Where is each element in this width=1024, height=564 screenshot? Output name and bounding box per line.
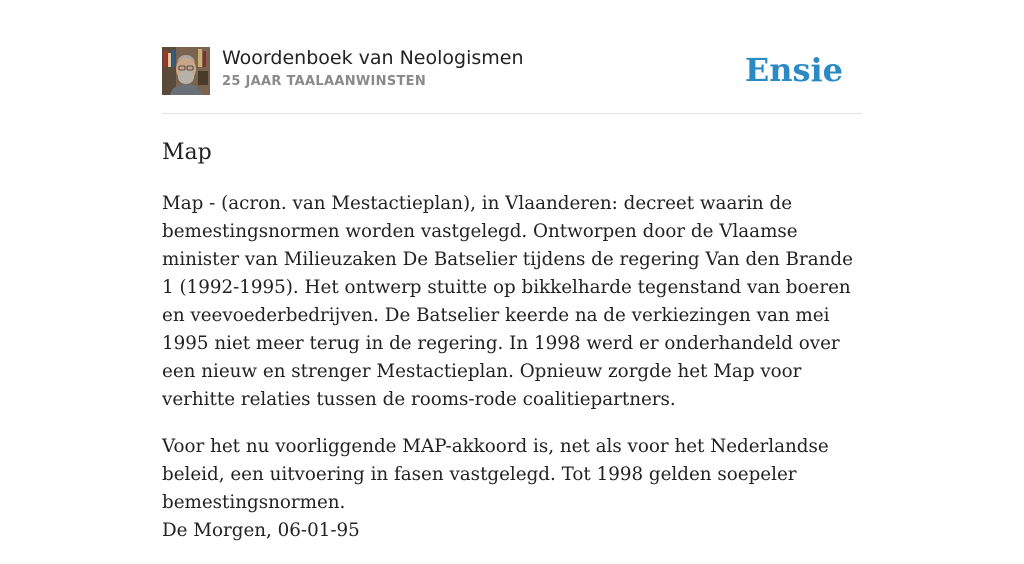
entry-content <box>162 190 864 564</box>
entry-citation: De Morgen, 06-01-95 <box>162 520 360 541</box>
entry-title: Map <box>162 140 212 165</box>
avatar[interactable] <box>162 47 210 95</box>
divider <box>162 113 862 114</box>
source-title[interactable]: Woordenboek van Neologismen <box>222 47 524 69</box>
entry-paragraph: Map - (acron. van Mestactieplan), in Vlaanderen: decreet waarin de bemestingsnormen worden vastgelegd. Ontworpen door de Vlaamse minister van Milieuzaken De Batselier tijdens de regering Van den Brande 1 (1992-1995). Het ontwerp stuitte op bikkelharde tegenstand van boeren en veevoederbedrijven. De Batselier keerde na de verkiezingen van mei 1995 niet meer terug in de regering. In 1998 werd er onderhandeld over een nieuw en strenger Mestactieplan. Opnieuw zorgde het Map voor verhitte relaties tussen de rooms-rode coalitiepartners. <box>162 193 853 410</box>
entry-quote: Voor het nu voorliggende MAP-akkoord is, net als voor het Nederlandse beleid, een uitvoering in fasen vastgelegd. Tot 1998 gelden soepeler bemestingsnormen. <box>162 436 829 513</box>
entry-paragraph <box>162 433 864 545</box>
author-photo-icon <box>162 47 210 95</box>
source-header <box>162 46 862 96</box>
source-subtitle: 25 JAAR TAALAANWINSTEN <box>222 74 427 89</box>
brand-logo[interactable]: Ensie <box>744 51 843 89</box>
